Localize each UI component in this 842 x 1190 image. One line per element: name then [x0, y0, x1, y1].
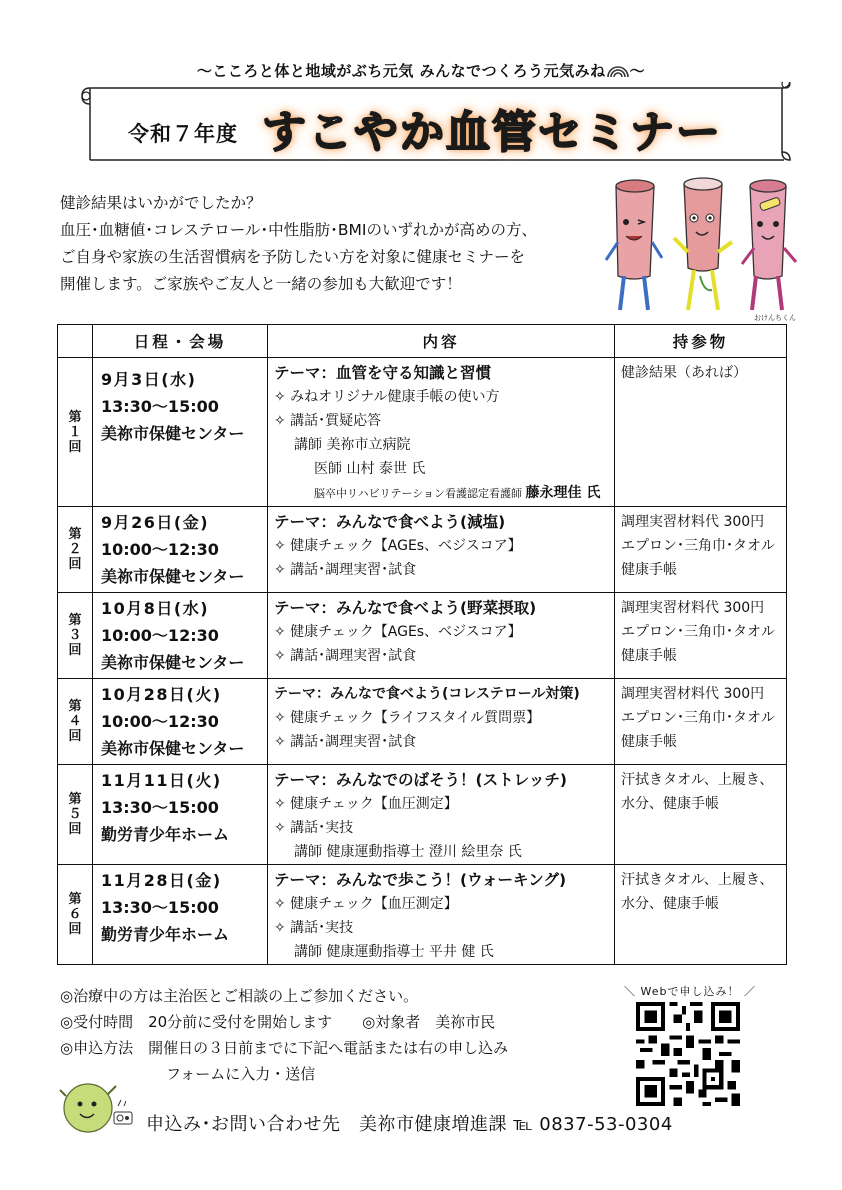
session-content — [268, 593, 615, 679]
bring-item: 水分、健康手帳 — [621, 896, 719, 912]
session-nurse: 脳卒中リハビリテーション看護認定看護師 藤永理佳 氏 — [314, 485, 601, 501]
blood-vessel-mascots-illustration — [604, 172, 800, 322]
session-time: 10:00～12:30 — [101, 712, 219, 731]
tagline: ～こころと体と地域がぶち元気 みんなでつくろう元気みね ～ — [196, 62, 646, 80]
session-item: ✧ 健康チェック【ライフスタイル質問票】 — [274, 710, 541, 726]
session-doctor: 医師 山村 泰世 氏 — [314, 461, 426, 477]
session-content — [268, 679, 615, 765]
note-treatment: ◎治療中の方は主治医とご相談の上ご参加ください。 — [60, 987, 419, 1005]
session-venue: 美祢市保健センター — [101, 567, 245, 586]
bring-item: 水分、健康手帳 — [621, 796, 719, 812]
session-time: 10:00～12:30 — [101, 626, 219, 645]
session-bring — [615, 358, 787, 507]
session-row-6 — [58, 865, 787, 965]
session-schedule — [93, 593, 268, 679]
header-number — [58, 325, 93, 358]
bring-item: エプロン･三角巾･タオル — [621, 710, 775, 726]
session-row-1 — [58, 358, 787, 507]
session-item: ✧ みねオリジナル健康手帳の使い方 — [274, 389, 500, 405]
session-item: ✧ 講話･実技 — [274, 920, 354, 936]
rainbow-logo-icon — [606, 62, 630, 78]
mascot-caption: おけんちくん — [754, 314, 796, 322]
web-apply-label: ＼ Webで申し込み！ ／ — [624, 985, 756, 998]
session-bring — [615, 593, 787, 679]
session-date: 10月28日(火) — [101, 685, 222, 704]
mascot-right — [742, 180, 796, 310]
session-row-4 — [58, 679, 787, 765]
bring-item: エプロン･三角巾･タオル — [621, 538, 775, 554]
session-schedule — [93, 507, 268, 593]
session-date: 9月26日(金) — [101, 513, 210, 532]
header-bring-items: 持参物 — [615, 325, 787, 358]
session-venue: 勤労青少年ホーム — [101, 825, 230, 844]
session-theme: テーマ：みんなで食べよう(野菜摂取) — [274, 599, 537, 617]
bring-item: 調理実習材料代 300円 — [621, 514, 765, 530]
session-item: ✧ 講話･調理実習･試食 — [274, 648, 417, 664]
session-content — [268, 358, 615, 507]
session-time: 10:00～12:30 — [101, 540, 219, 559]
bring-item: 健康手帳 — [621, 648, 677, 664]
bring-item: 調理実習材料代 300円 — [621, 686, 765, 702]
session-number: 第２回 — [58, 507, 93, 593]
session-bring — [615, 507, 787, 593]
session-item: ✧ 健康チェック【AGEs、ベジスコア】 — [274, 624, 522, 640]
session-item: ✧ 講話･調理実習･試食 — [274, 734, 417, 750]
session-time: 13:30～15:00 — [101, 798, 219, 817]
intro-text — [60, 190, 600, 298]
session-item: ✧ 講話･実技 — [274, 820, 354, 836]
session-lecturer: 講師 美祢市立病院 — [294, 437, 411, 453]
contact-info: 申込み･お問い合わせ先 美祢市健康増進課 ℡ 0837-53-0304 — [146, 1114, 673, 1135]
session-theme: テーマ：みんなでのばそう！(ストレッチ) — [274, 771, 568, 789]
session-number: 第３回 — [58, 593, 93, 679]
header-content: 内容 — [268, 325, 615, 358]
bring-item: エプロン･三角巾･タオル — [621, 624, 775, 640]
session-theme: テーマ：血管を守る知識と習慣 — [274, 364, 492, 382]
note-apply-method: ◎申込方法 開催日の３日前までに下記へ電話または右の申し込み — [60, 1039, 509, 1057]
session-theme: テーマ：みんなで食べよう(コレステロール対策) — [274, 686, 580, 702]
session-venue: 美祢市保健センター — [101, 653, 245, 672]
bring-item: 健康手帳 — [621, 562, 677, 578]
session-bring — [615, 765, 787, 865]
session-row-5 — [58, 765, 787, 865]
session-item: ✧ 講話･調理実習･試食 — [274, 562, 417, 578]
session-schedule — [93, 679, 268, 765]
session-row-3 — [58, 593, 787, 679]
session-row-2 — [58, 507, 787, 593]
session-date: 11月11日(火) — [101, 771, 222, 790]
session-date: 10月8日(水) — [101, 599, 210, 618]
bring-item: 汗拭きタオル、上履き、 — [621, 772, 774, 788]
intro-line: 健診結果はいかがでしたか？ — [60, 194, 262, 212]
session-venue: 美祢市保健センター — [101, 739, 245, 758]
session-lecturer: 講師 健康運動指導士 平井 健 氏 — [294, 944, 494, 960]
bring-item: 健診結果（あれば） — [621, 365, 747, 381]
session-content — [268, 865, 615, 965]
session-number: 第１回 — [58, 358, 93, 507]
session-lecturer: 講師 健康運動指導士 澄川 絵里奈 氏 — [294, 844, 522, 860]
intro-line: ご自身や家族の生活習慣病を予防したい方を対象に健康セミナーを — [60, 248, 526, 266]
session-schedule — [93, 358, 268, 507]
session-venue: 美祢市保健センター — [101, 424, 245, 443]
session-schedule — [93, 865, 268, 965]
session-date: 9月3日(水) — [101, 370, 197, 389]
header-schedule-venue: 日程・会場 — [93, 325, 268, 358]
schedule-table — [57, 324, 787, 965]
intro-line: 血圧･血糖値･コレステロール･中性脂肪･BMIのいずれかが高めの方、 — [60, 221, 537, 239]
session-number: 第５回 — [58, 765, 93, 865]
session-item: ✧ 講話･質疑応答 — [274, 413, 382, 429]
green-mascot-illustration — [58, 1076, 136, 1136]
note-reception: ◎受付時間 20分前に受付を開始します ◎対象者 美祢市民 — [60, 1013, 496, 1031]
session-theme: テーマ：みんなで歩こう！(ウォーキング) — [274, 871, 567, 889]
page-title: すこやか血管セミナー — [262, 107, 722, 158]
table-header-row — [58, 325, 787, 358]
session-item: ✧ 健康チェック【血圧測定】 — [274, 796, 458, 812]
session-item: ✧ 健康チェック【AGEs、ベジスコア】 — [274, 538, 522, 554]
note-apply-method-cont: フォームに入力・送信 — [166, 1065, 316, 1083]
bring-item: 調理実習材料代 300円 — [621, 600, 765, 616]
session-content — [268, 507, 615, 593]
session-bring — [615, 679, 787, 765]
session-time: 13:30～15:00 — [101, 898, 219, 917]
qr-code[interactable] — [636, 1002, 740, 1106]
session-venue: 勤労青少年ホーム — [101, 925, 230, 944]
mascot-middle — [674, 178, 732, 310]
session-bring — [615, 865, 787, 965]
session-number: 第６回 — [58, 865, 93, 965]
session-item: ✧ 健康チェック【血圧測定】 — [274, 896, 458, 912]
session-date: 11月28日(金) — [101, 871, 222, 890]
session-time: 13:30～15:00 — [101, 397, 219, 416]
mascot-left — [606, 180, 662, 310]
session-theme: テーマ：みんなで食べよう(減塩) — [274, 513, 506, 531]
notes — [60, 983, 508, 1087]
intro-line: 開催します。ご家族やご友人と一緒の参加も大歓迎です！ — [60, 275, 462, 293]
bring-item: 健康手帳 — [621, 734, 677, 750]
session-schedule — [93, 765, 268, 865]
session-content — [268, 765, 615, 865]
fiscal-year: 令和７年度 — [128, 122, 238, 146]
bring-item: 汗拭きタオル、上履き、 — [621, 872, 774, 888]
session-number: 第４回 — [58, 679, 93, 765]
